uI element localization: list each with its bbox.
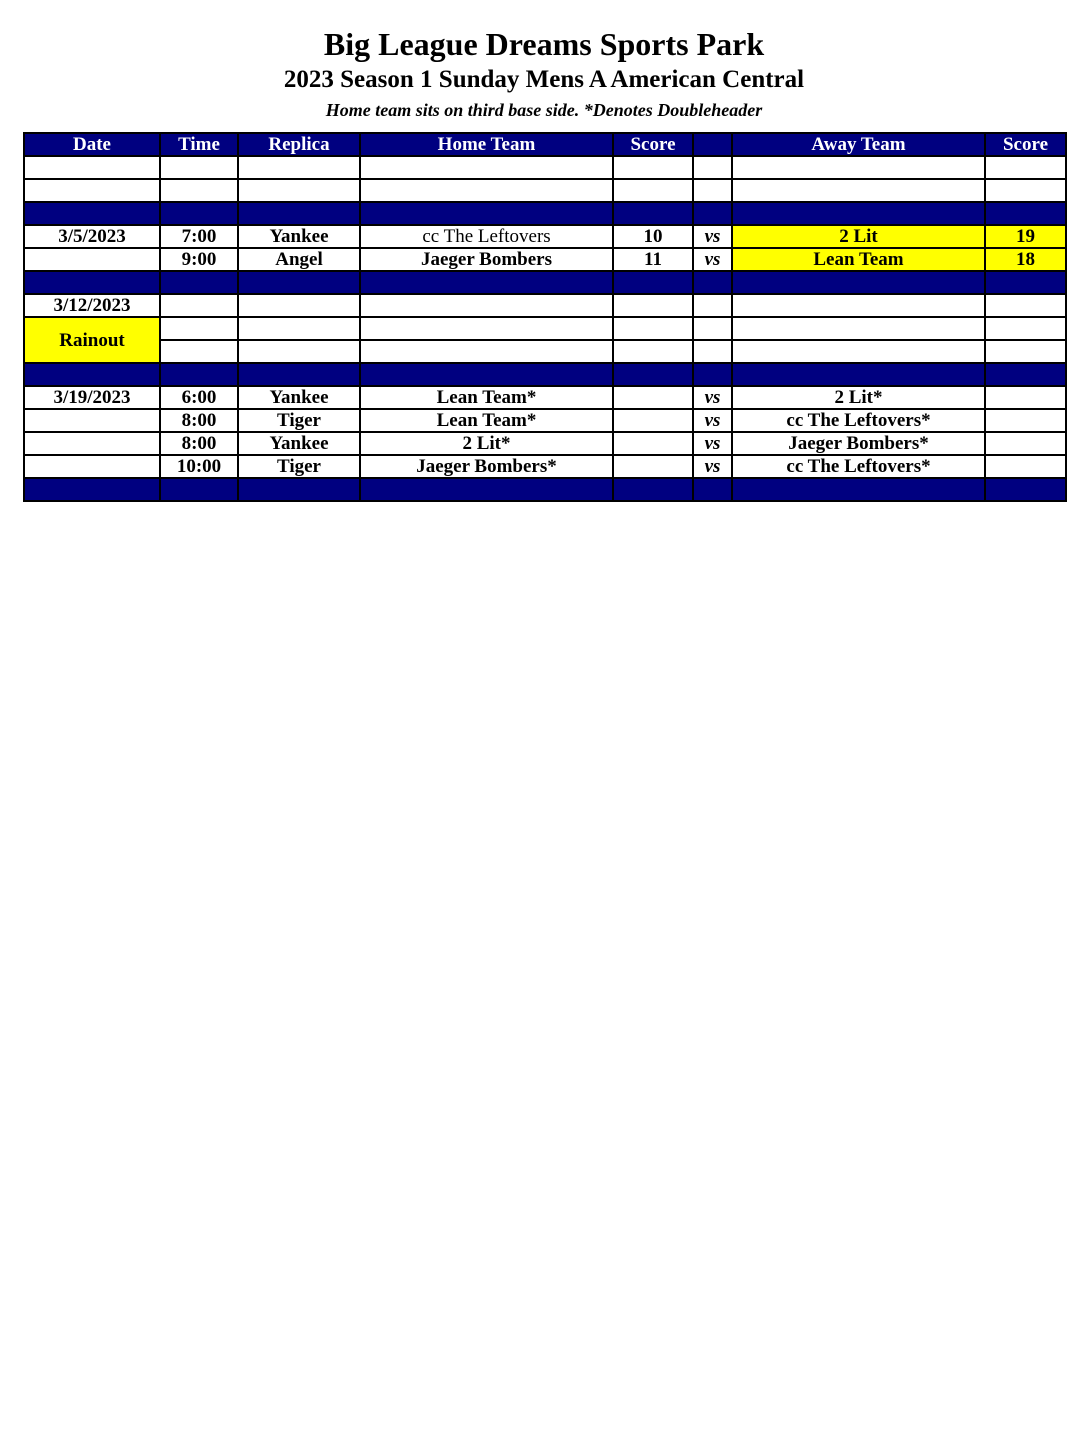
time-cell: 10:00 [160,455,238,478]
table-row [24,409,1066,432]
cell [160,179,238,202]
time-cell: 8:00 [160,409,238,432]
home-team-cell: 2 Lit* [360,432,613,455]
week-separator [24,478,1066,501]
cell [693,179,732,202]
table-row [24,455,1066,478]
table-row [24,340,1066,363]
schedule-table [23,132,1067,502]
table-row [24,317,1066,340]
cell [985,363,1066,386]
vs-cell: vs [693,386,732,409]
cell [360,271,613,294]
time-cell: 7:00 [160,225,238,248]
time-cell: 6:00 [160,386,238,409]
away-team-cell: cc The Leftovers* [732,455,985,478]
vs-cell: vs [693,248,732,271]
cell [693,271,732,294]
table-row [24,179,1066,202]
cell [24,363,160,386]
away-team-cell: cc The Leftovers* [732,409,985,432]
cell [24,156,160,179]
header-row [24,133,1066,156]
cell [24,202,160,225]
away-score-cell: 19 [985,225,1066,248]
cell [985,156,1066,179]
cell [238,478,360,501]
cell [360,478,613,501]
cell [985,294,1066,317]
cell [24,179,160,202]
cell [360,179,613,202]
away-team-cell: Lean Team [732,248,985,271]
cell [160,156,238,179]
table-row [24,386,1066,409]
away-team-cell: Jaeger Bombers* [732,432,985,455]
date-cell: 3/5/2023 [24,225,160,248]
home-score-cell [613,386,693,409]
cell [985,271,1066,294]
cell [613,271,693,294]
cell [360,156,613,179]
cell [238,179,360,202]
cell [360,363,613,386]
cell [160,271,238,294]
cell [360,294,613,317]
time-cell: 9:00 [160,248,238,271]
cell [238,271,360,294]
cell [238,156,360,179]
cell [238,202,360,225]
week-separator [24,202,1066,225]
home-team-cell: Jaeger Bombers* [360,455,613,478]
cell [732,271,985,294]
cell [732,294,985,317]
cell [613,363,693,386]
date-cell: 3/12/2023 [24,294,160,317]
home-team-cell: Jaeger Bombers [360,248,613,271]
col-header-vs [693,133,732,156]
date-cell [24,248,160,271]
away-score-cell [985,455,1066,478]
home-score-cell [613,432,693,455]
away-team-cell: 2 Lit* [732,386,985,409]
table-row [24,432,1066,455]
date-cell [24,455,160,478]
cell [360,317,613,340]
col-header-home-score: Score [613,133,693,156]
col-header-away-score: Score [985,133,1066,156]
away-score-cell: 18 [985,248,1066,271]
cell [732,156,985,179]
cell [238,340,360,363]
cell [360,202,613,225]
away-score-cell [985,409,1066,432]
replica-cell: Angel [238,248,360,271]
vs-cell: vs [693,455,732,478]
home-score-cell [613,409,693,432]
cell [613,478,693,501]
home-team-cell: Lean Team* [360,409,613,432]
col-header-time: Time [160,133,238,156]
cell [613,156,693,179]
date-cell: 3/19/2023 [24,386,160,409]
week-separator [24,271,1066,294]
vs-cell: vs [693,432,732,455]
cell [732,179,985,202]
table-row [24,225,1066,248]
replica-cell: Tiger [238,455,360,478]
cell [732,202,985,225]
cell [732,363,985,386]
col-header-away-team: Away Team [732,133,985,156]
home-score-cell: 11 [613,248,693,271]
replica-cell: Yankee [238,386,360,409]
cell [613,317,693,340]
time-cell: 8:00 [160,432,238,455]
cell [693,478,732,501]
away-team-cell: 2 Lit [732,225,985,248]
cell [160,202,238,225]
replica-cell: Yankee [238,225,360,248]
cell [693,294,732,317]
cell [160,317,238,340]
cell [613,202,693,225]
cell [238,363,360,386]
date-cell [24,432,160,455]
table-row [24,248,1066,271]
cell [985,202,1066,225]
cell [693,340,732,363]
page-note: Home team sits on third base side. *Denotes Doubleheader [325,100,763,120]
replica-cell: Yankee [238,432,360,455]
page-header [0,26,1088,120]
cell [24,478,160,501]
rainout-badge: Rainout [24,317,160,363]
cell [613,294,693,317]
table-row [24,156,1066,179]
home-score-cell [613,455,693,478]
cell [160,478,238,501]
cell [693,363,732,386]
cell [732,317,985,340]
home-score-cell: 10 [613,225,693,248]
cell [693,202,732,225]
cell [238,317,360,340]
cell [985,340,1066,363]
cell [985,478,1066,501]
cell [160,294,238,317]
cell [24,271,160,294]
table-row [24,294,1066,317]
cell [160,340,238,363]
vs-cell: vs [693,409,732,432]
col-header-replica: Replica [238,133,360,156]
cell [613,179,693,202]
cell [693,156,732,179]
date-cell [24,409,160,432]
home-team-cell: cc The Leftovers [360,225,613,248]
away-score-cell [985,432,1066,455]
col-header-home-team: Home Team [360,133,613,156]
cell [693,317,732,340]
cell [985,179,1066,202]
cell [985,317,1066,340]
away-score-cell [985,386,1066,409]
cell [732,340,985,363]
home-team-cell: Lean Team* [360,386,613,409]
cell [160,363,238,386]
col-header-date: Date [24,133,160,156]
cell [360,340,613,363]
cell [613,340,693,363]
cell [732,478,985,501]
page-subtitle: 2023 Season 1 Sunday Mens A American Central [283,66,805,93]
cell [238,294,360,317]
vs-cell: vs [693,225,732,248]
week-separator [24,363,1066,386]
replica-cell: Tiger [238,409,360,432]
page-title: Big League Dreams Sports Park [323,26,765,62]
